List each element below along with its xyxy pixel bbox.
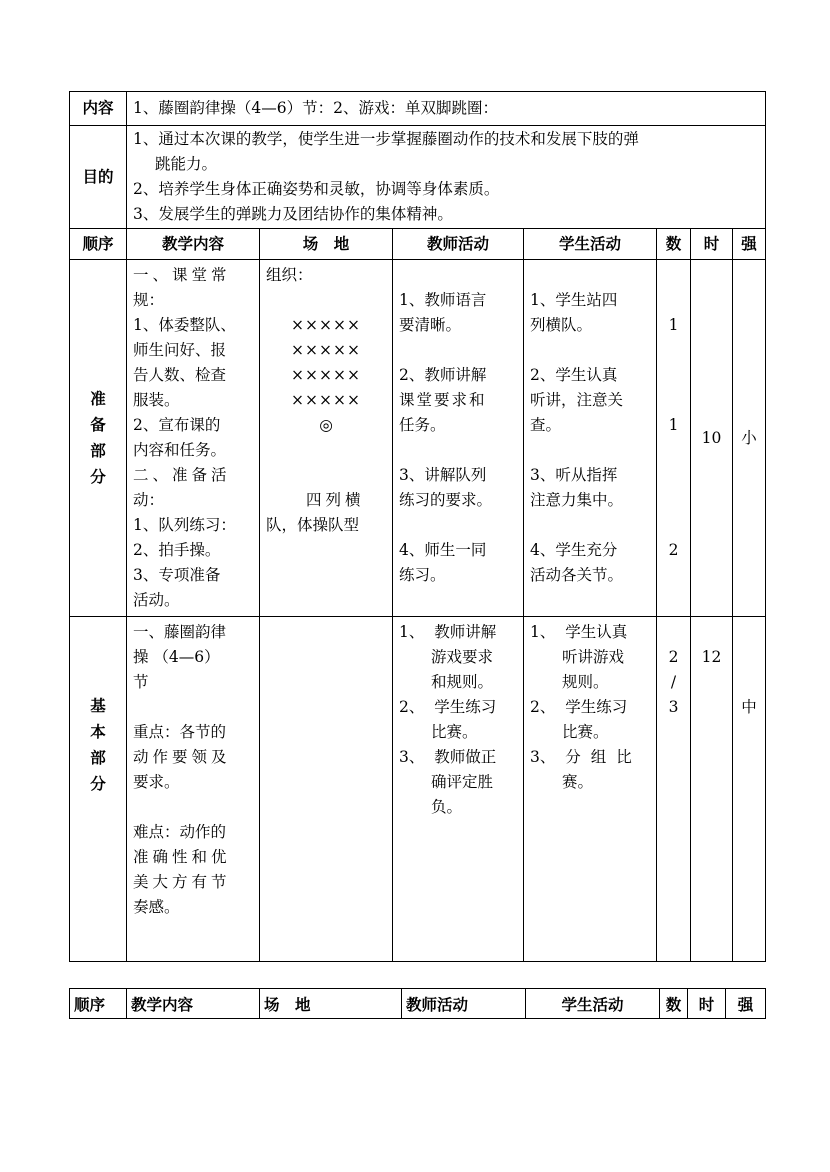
goal-row <box>70 126 766 229</box>
goal-line-4: 3、发展学生的弹跳力及团结协作的集体精神。 <box>133 205 453 223</box>
second-table-header <box>69 988 766 1019</box>
content-text: 1、藤圈韵律操（4—6）节：2、游戏：单双脚跳圈： <box>127 92 766 126</box>
content-row <box>70 92 766 126</box>
prep-teacher-activity: 1、教师语言 要清晰。 2、教师讲解 课堂要求和 任务。 3、讲解队列 练习的要求。 4、师生一同 练习。 <box>393 260 524 617</box>
basic-content: 一、藤圈韵律 操 （4—6） 节 重点：各节的 动作要领及 要求。 难点：动作的 准确性和优 美大方有节 奏感。 <box>127 617 260 962</box>
header-time: 时 <box>691 229 733 260</box>
prep-student-activity: 1、学生站四 列横队。 2、学生认真 听讲，注意关 查。 3、听从指挥 注意力集中。 4、学生充分 活动各关节。 <box>524 260 657 617</box>
second-header-order: 顺序 <box>70 989 127 1019</box>
second-header-count: 数 <box>660 989 688 1019</box>
teacher-position-icon: ◎ <box>319 416 333 434</box>
second-header-venue: 场 地 <box>260 989 402 1019</box>
second-header-content: 教学内容 <box>127 989 260 1019</box>
basic-venue <box>260 617 393 962</box>
basic-intensity: 中 <box>733 617 766 962</box>
goal-line-3: 2、培养学生身体正确姿势和灵敏，协调等身体素质。 <box>133 180 500 198</box>
goal-line-2: 跳能力。 <box>155 155 218 173</box>
second-header-student: 学生活动 <box>526 989 660 1019</box>
second-header-row <box>70 989 766 1019</box>
formation-row: ××××× <box>291 341 361 359</box>
header-content: 教学内容 <box>127 229 260 260</box>
column-header-row <box>70 229 766 260</box>
prep-count: 1 1 2 <box>657 260 691 617</box>
formation-row: ××××× <box>291 391 361 409</box>
prep-intensity: 小 <box>733 260 766 617</box>
header-student: 学生活动 <box>524 229 657 260</box>
prep-section-label: 准 备 部 分 <box>70 260 127 617</box>
header-venue: 场 地 <box>260 229 393 260</box>
lesson-plan-table <box>69 91 766 962</box>
basic-student-activity: 1、 学生认真 听讲游戏 规则。 2、 学生练习 比赛。 3、 分组比 赛。 <box>524 617 657 962</box>
goal-line-1: 1、通过本次课的教学，使学生进一步掌握藤圈动作的技术和发展下肢的弹 <box>133 130 639 148</box>
prep-section-row <box>70 260 766 617</box>
teacher-item: 2、 学生练习 <box>399 698 497 716</box>
formation-row: ××××× <box>291 316 361 334</box>
goal-label: 目的 <box>70 126 127 229</box>
content-label: 内容 <box>70 92 127 126</box>
second-header-intensity: 强 <box>726 989 766 1019</box>
basic-time: 12 <box>691 617 733 962</box>
second-header-teacher: 教师活动 <box>402 989 526 1019</box>
formation-row: ××××× <box>291 366 361 384</box>
second-header-time: 时 <box>688 989 726 1019</box>
basic-section-label: 基 本 部 分 <box>70 617 127 962</box>
basic-teacher-activity: 1、 教师讲解 游戏要求 和规则。 2、 学生练习 比赛。 3、 教师做正 确评定胜 负。 <box>393 617 524 962</box>
student-item: 2、 学生练习 <box>530 698 628 716</box>
teacher-item: 1、 教师讲解 <box>399 623 497 641</box>
prep-content: 一、课堂常 规： 1、体委整队、 师生问好、报 告人数、检查 服装。 2、宣布课的 内容和任务。 二、准备活 动： 1、队列练习： 2、拍手操。 3、专项准备 活动。 <box>127 260 260 617</box>
header-count: 数 <box>657 229 691 260</box>
basic-section-row <box>70 617 766 962</box>
header-teacher: 教师活动 <box>393 229 524 260</box>
prep-venue: 组织： ××××× ××××× ××××× ××××× ◎ 四列横 队，体操队型 <box>260 260 393 617</box>
goal-text <box>127 126 766 229</box>
header-order: 顺序 <box>70 229 127 260</box>
teacher-item: 3、 教师做正 <box>399 748 497 766</box>
prep-time: 10 <box>691 260 733 617</box>
basic-count: 2 / 3 <box>657 617 691 962</box>
header-intensity: 强 <box>733 229 766 260</box>
student-item: 1、 学生认真 <box>530 623 628 641</box>
student-item: 3、 分组比 <box>530 748 642 766</box>
